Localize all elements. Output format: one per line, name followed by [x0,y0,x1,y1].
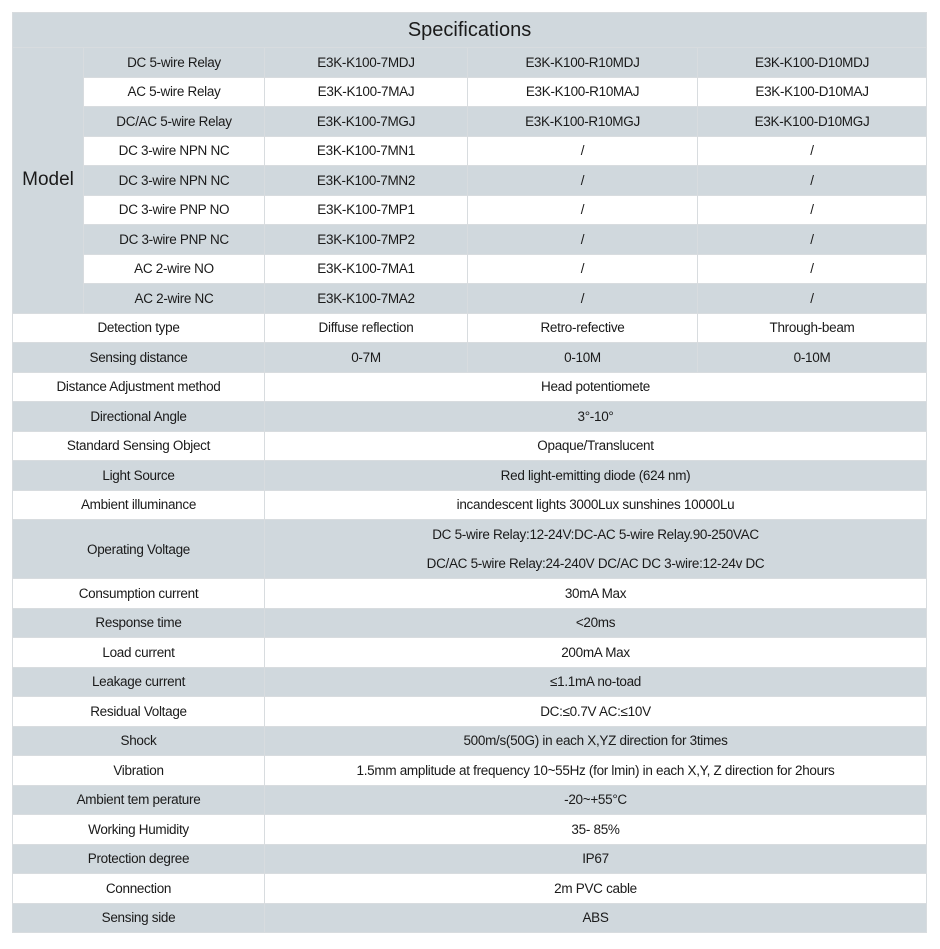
spec-label: Sensing distance [13,343,265,373]
spec-value: 2m PVC cable [265,874,927,904]
spec-cell: Through-beam [698,313,927,343]
table-row [13,284,927,314]
spec-label: Standard Sensing Object [13,431,265,461]
spec-value: Red light-emitting diode (624 nm) [265,461,927,491]
spec-label: Consumption current [13,579,265,609]
table-row [13,726,927,756]
model-cell: / [468,284,698,314]
table-row [13,402,927,432]
spec-label: Sensing side [13,903,265,933]
table-row [13,195,927,225]
model-cell: E3K-K100-D10MGJ [698,107,927,137]
model-label: Model [13,48,84,314]
model-cell: / [698,195,927,225]
spec-label: Distance Adjustment method [13,372,265,402]
table-row [13,107,927,137]
model-name: DC 5-wire Relay [84,48,265,78]
model-name: AC 2-wire NO [84,254,265,284]
spec-label: Light Source [13,461,265,491]
table-row [13,756,927,786]
table-row [13,431,927,461]
spec-value: 35- 85% [265,815,927,845]
model-cell: E3K-K100-R10MGJ [468,107,698,137]
table-row [13,461,927,491]
model-name: AC 2-wire NC [84,284,265,314]
model-cell: E3K-K100-7MN2 [265,166,468,196]
model-cell: / [698,284,927,314]
voltage-line-2: DC/AC 5-wire Relay:24-240V DC/AC DC 3-wire:12-24v DC [426,556,765,571]
table-row [13,608,927,638]
table-row [13,48,927,78]
table-row [13,372,927,402]
table-row [13,77,927,107]
spec-value: ≤1.1mA no-toad [265,667,927,697]
table-row [13,903,927,933]
table-row [13,874,927,904]
model-name: DC 3-wire NPN NC [84,136,265,166]
spec-cell: Retro-refective [468,313,698,343]
spec-value [265,520,927,579]
spec-label: Load current [13,638,265,668]
model-name: DC 3-wire NPN NC [84,166,265,196]
table-row [13,490,927,520]
spec-value: <20ms [265,608,927,638]
spec-cell: Diffuse reflection [265,313,468,343]
model-cell: / [468,195,698,225]
spec-value: 1.5mm amplitude at frequency 10~55Hz (for lmin) in each X,Y, Z direction for 2hours [265,756,927,786]
model-cell: E3K-K100-7MN1 [265,136,468,166]
table-row [13,638,927,668]
model-cell: / [468,166,698,196]
spec-label: Protection degree [13,844,265,874]
spec-cell: 0-10M [468,343,698,373]
table-row [13,520,927,579]
table-row [13,815,927,845]
spec-value: 500m/s(50G) in each X,YZ direction for 3times [265,726,927,756]
table-row [13,225,927,255]
spec-label: Operating Voltage [13,520,265,579]
model-cell: / [698,136,927,166]
model-cell: / [698,225,927,255]
table-row [13,844,927,874]
model-cell: / [468,225,698,255]
spec-label: Response time [13,608,265,638]
spec-cell: 0-7M [265,343,468,373]
model-cell: E3K-K100-7MP2 [265,225,468,255]
spec-label: Connection [13,874,265,904]
page-title: Specifications [13,13,927,48]
model-cell: E3K-K100-R10MDJ [468,48,698,78]
table-row [13,136,927,166]
model-cell: E3K-K100-7MAJ [265,77,468,107]
voltage-line-1: DC 5-wire Relay:12-24V:DC-AC 5-wire Relay.90-250VAC [432,527,759,542]
model-cell: E3K-K100-7MA1 [265,254,468,284]
spec-value: IP67 [265,844,927,874]
table-row [13,667,927,697]
model-cell: / [698,166,927,196]
specifications-table [12,12,927,933]
table-row [13,343,927,373]
table-row [13,166,927,196]
spec-label: Ambient illuminance [13,490,265,520]
model-cell: / [468,136,698,166]
model-cell: E3K-K100-7MP1 [265,195,468,225]
spec-label: Shock [13,726,265,756]
model-name: DC/AC 5-wire Relay [84,107,265,137]
model-cell: E3K-K100-R10MAJ [468,77,698,107]
spec-value: ABS [265,903,927,933]
spec-label: Working Humidity [13,815,265,845]
model-cell: E3K-K100-D10MDJ [698,48,927,78]
table-row [13,697,927,727]
spec-value: -20~+55°C [265,785,927,815]
spec-label: Residual Voltage [13,697,265,727]
spec-label: Detection type [13,313,265,343]
spec-label: Ambient tem perature [13,785,265,815]
model-name: DC 3-wire PNP NO [84,195,265,225]
spec-value: incandescent lights 3000Lux sunshines 10000Lu [265,490,927,520]
spec-value: Head potentiomete [265,372,927,402]
model-cell: / [698,254,927,284]
table-row [13,579,927,609]
table-row [13,254,927,284]
spec-value: 3°-10° [265,402,927,432]
model-cell: / [468,254,698,284]
model-cell: E3K-K100-7MGJ [265,107,468,137]
table-row [13,785,927,815]
model-cell: E3K-K100-7MA2 [265,284,468,314]
spec-value: Opaque/Translucent [265,431,927,461]
spec-cell: 0-10M [698,343,927,373]
spec-label: Directional Angle [13,402,265,432]
spec-label: Vibration [13,756,265,786]
spec-value: 30mA Max [265,579,927,609]
model-cell: E3K-K100-D10MAJ [698,77,927,107]
model-name: DC 3-wire PNP NC [84,225,265,255]
spec-value: DC:≤0.7V AC:≤10V [265,697,927,727]
model-name: AC 5-wire Relay [84,77,265,107]
spec-value: 200mA Max [265,638,927,668]
spec-label: Leakage current [13,667,265,697]
model-cell: E3K-K100-7MDJ [265,48,468,78]
table-row [13,313,927,343]
